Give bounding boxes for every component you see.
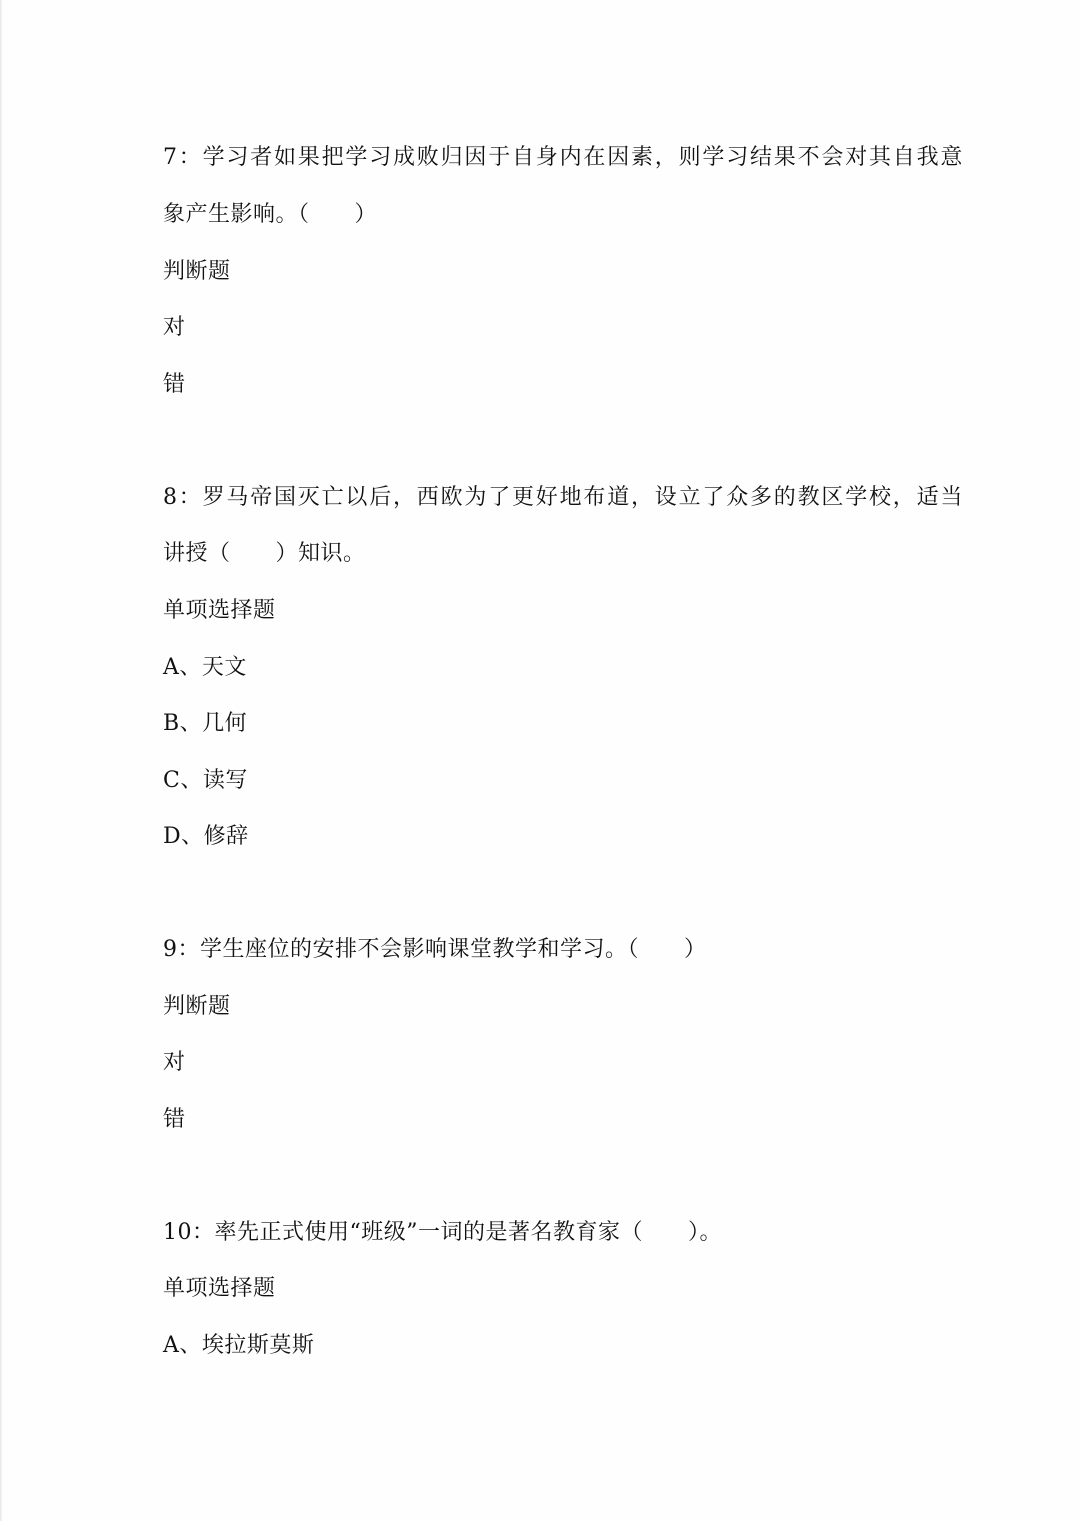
- q10-stem-line1: 10：率先正式使用“班级”一词的是著名教育家（ ）。: [163, 1220, 722, 1245]
- q7-option-false: 错: [163, 372, 186, 397]
- q8-option-a: A、天文: [163, 655, 247, 680]
- q9-question-type: 判断题: [163, 994, 231, 1019]
- q8-option-c: C、读写: [163, 768, 248, 793]
- q10-option-a: A、埃拉斯莫斯: [163, 1333, 315, 1358]
- q10-question-type: 单项选择题: [163, 1276, 276, 1301]
- q7-question-type: 判断题: [163, 259, 231, 284]
- q8-stem-line2: 讲授（ ）知识。: [163, 541, 366, 566]
- q8-option-b: B、几何: [163, 711, 248, 736]
- q8-option-d: D、修辞: [163, 824, 249, 849]
- q7-stem-line1: 7：学习者如果把学习成败归因于自身内在因素，则学习结果不会对其自我意: [163, 145, 965, 170]
- q9-option-true: 对: [163, 1050, 186, 1075]
- q8-stem-line1: 8：罗马帝国灭亡以后，西欧为了更好地布道，设立了众多的教区学校，适当: [163, 485, 965, 510]
- q7-option-true: 对: [163, 315, 186, 340]
- q7-stem-line2: 象产生影响。（ ）: [163, 202, 378, 227]
- q9-stem-line1: 9：学生座位的安排不会影响课堂教学和学习。（ ）: [163, 937, 707, 962]
- q8-question-type: 单项选择题: [163, 598, 276, 623]
- q9-option-false: 错: [163, 1107, 186, 1132]
